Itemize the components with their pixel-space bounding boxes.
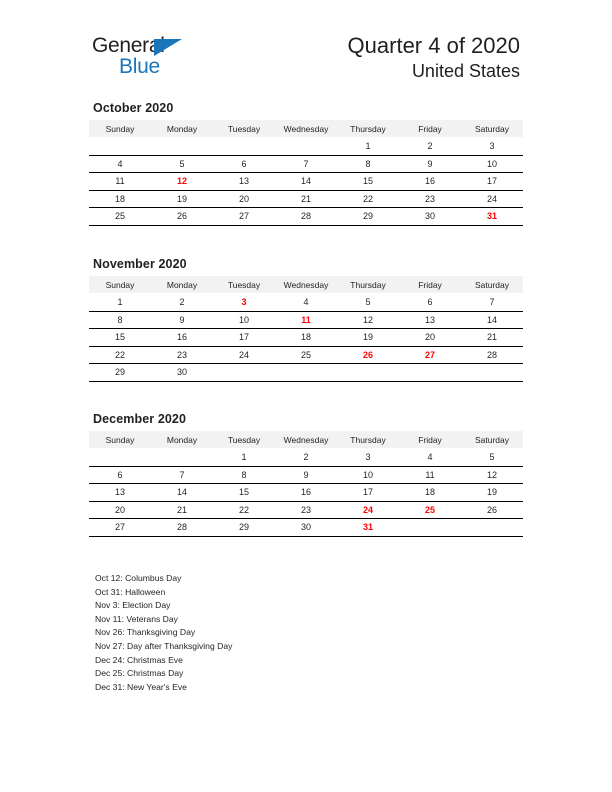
calendar-day[interactable]: 8 xyxy=(337,155,399,173)
weekday-header-wednesday: Wednesday xyxy=(275,431,337,448)
weekday-header-tuesday: Tuesday xyxy=(213,276,275,293)
calendar-day[interactable]: 5 xyxy=(151,155,213,173)
weekday-header-friday: Friday xyxy=(399,276,461,293)
calendar-day-empty xyxy=(89,137,151,155)
calendar-day[interactable]: 17 xyxy=(337,484,399,502)
calendar-day[interactable]: 21 xyxy=(461,329,523,347)
month-title: November 2020 xyxy=(93,257,187,271)
calendar-day[interactable]: 27 xyxy=(89,519,151,537)
calendar-day-empty xyxy=(213,364,275,382)
calendar-day[interactable]: 6 xyxy=(89,466,151,484)
calendar-day[interactable]: 29 xyxy=(213,519,275,537)
weekday-header-thursday: Thursday xyxy=(337,120,399,137)
calendar-day[interactable]: 10 xyxy=(213,311,275,329)
calendar-day[interactable]: 26 xyxy=(151,208,213,226)
weekday-header-monday: Monday xyxy=(151,120,213,137)
calendar-day[interactable]: 18 xyxy=(275,329,337,347)
calendar-day[interactable]: 8 xyxy=(89,311,151,329)
weekday-header-wednesday: Wednesday xyxy=(275,120,337,137)
calendar-day[interactable]: 2 xyxy=(399,137,461,155)
weekday-header-friday: Friday xyxy=(399,120,461,137)
calendar-day[interactable]: 1 xyxy=(89,293,151,311)
holiday-legend-item: Oct 31: Halloween xyxy=(95,586,166,597)
calendar-day[interactable]: 13 xyxy=(89,484,151,502)
month-block-october xyxy=(89,101,523,226)
calendar-day-holiday[interactable]: 31 xyxy=(461,208,523,226)
calendar-day[interactable]: 1 xyxy=(213,448,275,466)
weekday-header-thursday: Thursday xyxy=(337,276,399,293)
calendar-day[interactable]: 4 xyxy=(399,448,461,466)
calendar-day[interactable]: 26 xyxy=(461,501,523,519)
calendar-day[interactable]: 15 xyxy=(213,484,275,502)
weekday-header-thursday: Thursday xyxy=(337,431,399,448)
calendar-day[interactable]: 21 xyxy=(151,501,213,519)
calendar-day[interactable]: 4 xyxy=(275,293,337,311)
calendar-week-row xyxy=(89,484,523,502)
calendar-day[interactable]: 22 xyxy=(213,501,275,519)
calendar-day-empty xyxy=(461,364,523,382)
calendar-day[interactable]: 19 xyxy=(151,190,213,208)
weekday-header-wednesday: Wednesday xyxy=(275,276,337,293)
calendar-day-holiday[interactable]: 26 xyxy=(337,346,399,364)
calendar-day-empty xyxy=(399,519,461,537)
calendar-day[interactable]: 28 xyxy=(275,208,337,226)
calendar-day[interactable]: 6 xyxy=(399,293,461,311)
calendar-day[interactable]: 12 xyxy=(461,466,523,484)
holiday-legend-item: Nov 26: Thanksgiving Day xyxy=(95,627,196,638)
calendar-day-empty xyxy=(461,519,523,537)
calendar-day[interactable]: 7 xyxy=(275,155,337,173)
calendar-day[interactable]: 22 xyxy=(337,190,399,208)
holiday-legend-item: Nov 3: Election Day xyxy=(95,600,171,611)
calendar-day[interactable]: 30 xyxy=(275,519,337,537)
brand-name-general: General xyxy=(92,34,165,57)
calendar-day[interactable]: 20 xyxy=(89,501,151,519)
calendar-day[interactable]: 11 xyxy=(399,466,461,484)
calendar-day[interactable]: 22 xyxy=(89,346,151,364)
calendar-day-empty xyxy=(399,364,461,382)
calendar-day[interactable]: 3 xyxy=(461,137,523,155)
calendar-day[interactable]: 24 xyxy=(461,190,523,208)
weekday-header-row xyxy=(89,276,523,293)
month-block-december xyxy=(89,412,523,537)
calendar-day[interactable]: 25 xyxy=(275,346,337,364)
calendar-day-empty xyxy=(151,448,213,466)
calendar-day[interactable]: 20 xyxy=(213,190,275,208)
calendar-day[interactable]: 14 xyxy=(151,484,213,502)
calendar-day-empty xyxy=(89,448,151,466)
weekday-header-row xyxy=(89,431,523,448)
weekday-header-tuesday: Tuesday xyxy=(213,431,275,448)
calendar-day-empty xyxy=(275,364,337,382)
calendar-day[interactable]: 17 xyxy=(213,329,275,347)
calendar-table xyxy=(89,431,523,537)
holiday-legend-item: Nov 27: Day after Thanksgiving Day xyxy=(95,640,233,651)
calendar-day[interactable]: 4 xyxy=(89,155,151,173)
calendar-table xyxy=(89,276,523,382)
calendar-day-empty xyxy=(213,137,275,155)
weekday-header-friday: Friday xyxy=(399,431,461,448)
calendar-week-row xyxy=(89,137,523,155)
brand-logo xyxy=(92,34,202,82)
calendar-day[interactable]: 24 xyxy=(213,346,275,364)
calendar-day[interactable]: 19 xyxy=(337,329,399,347)
calendar-day[interactable]: 11 xyxy=(89,173,151,191)
calendar-day[interactable]: 15 xyxy=(337,173,399,191)
calendar-day[interactable]: 18 xyxy=(399,484,461,502)
calendar-day-holiday[interactable]: 12 xyxy=(151,173,213,191)
calendar-week-row xyxy=(89,466,523,484)
calendar-day[interactable]: 23 xyxy=(151,346,213,364)
calendar-day[interactable]: 3 xyxy=(337,448,399,466)
calendar-day[interactable]: 17 xyxy=(461,173,523,191)
calendar-day[interactable]: 16 xyxy=(151,329,213,347)
calendar-week-row xyxy=(89,293,523,311)
calendar-day[interactable]: 5 xyxy=(337,293,399,311)
calendar-day[interactable]: 9 xyxy=(275,466,337,484)
weekday-header-sunday: Sunday xyxy=(89,120,151,137)
holiday-legend-item: Dec 31: New Year's Eve xyxy=(95,681,187,692)
calendar-day[interactable]: 10 xyxy=(461,155,523,173)
weekday-header-sunday: Sunday xyxy=(89,431,151,448)
weekday-header-sunday: Sunday xyxy=(89,276,151,293)
calendar-body xyxy=(89,448,523,536)
calendar-day[interactable]: 14 xyxy=(275,173,337,191)
weekday-header-tuesday: Tuesday xyxy=(213,120,275,137)
calendar-week-row xyxy=(89,190,523,208)
page-title-block xyxy=(348,32,520,83)
weekday-header-saturday: Saturday xyxy=(461,276,523,293)
calendar-day[interactable]: 7 xyxy=(461,293,523,311)
calendar-day-holiday[interactable]: 27 xyxy=(399,346,461,364)
calendar-week-row xyxy=(89,519,523,537)
calendar-day-holiday[interactable]: 3 xyxy=(213,293,275,311)
calendar-day[interactable]: 20 xyxy=(399,329,461,347)
weekday-header-row xyxy=(89,120,523,137)
calendar-day[interactable]: 23 xyxy=(399,190,461,208)
calendar-day-empty xyxy=(337,364,399,382)
calendar-day[interactable]: 2 xyxy=(275,448,337,466)
calendar-table xyxy=(89,120,523,226)
holiday-legend-list xyxy=(95,572,515,694)
calendar-week-row xyxy=(89,501,523,519)
month-title: October 2020 xyxy=(93,101,174,115)
calendar-week-row xyxy=(89,346,523,364)
page-header xyxy=(0,0,612,96)
calendar-day[interactable]: 13 xyxy=(399,311,461,329)
calendar-day-empty xyxy=(275,137,337,155)
month-title: December 2020 xyxy=(93,412,187,426)
calendar-day-holiday[interactable]: 31 xyxy=(337,519,399,537)
weekday-header-monday: Monday xyxy=(151,431,213,448)
calendar-day-empty xyxy=(151,137,213,155)
calendar-week-row xyxy=(89,155,523,173)
calendar-day-holiday[interactable]: 25 xyxy=(399,501,461,519)
calendar-day[interactable]: 27 xyxy=(213,208,275,226)
calendar-day[interactable]: 14 xyxy=(461,311,523,329)
page-title: Quarter 4 of 2020 xyxy=(347,33,520,58)
holiday-legend-item: Dec 24: Christmas Eve xyxy=(95,654,183,665)
calendar-week-row xyxy=(89,311,523,329)
calendar-day[interactable]: 12 xyxy=(337,311,399,329)
calendar-day-holiday[interactable]: 24 xyxy=(337,501,399,519)
triangle-icon xyxy=(154,39,182,56)
calendar-day[interactable]: 15 xyxy=(89,329,151,347)
calendar-body xyxy=(89,293,523,381)
page-subtitle: United States xyxy=(411,61,520,81)
calendar-day[interactable]: 9 xyxy=(399,155,461,173)
holiday-legend-item: Oct 12: Columbus Day xyxy=(95,573,182,583)
weekday-header-saturday: Saturday xyxy=(461,120,523,137)
calendar-week-row xyxy=(89,329,523,347)
calendar-day[interactable]: 2 xyxy=(151,293,213,311)
calendar-day[interactable]: 13 xyxy=(213,173,275,191)
calendar-day[interactable]: 9 xyxy=(151,311,213,329)
calendar-day[interactable]: 5 xyxy=(461,448,523,466)
calendar-day[interactable]: 10 xyxy=(337,466,399,484)
calendar-day[interactable]: 29 xyxy=(337,208,399,226)
calendar-day[interactable]: 21 xyxy=(275,190,337,208)
calendar-week-row xyxy=(89,173,523,191)
calendar-day-holiday[interactable]: 11 xyxy=(275,311,337,329)
weekday-header-monday: Monday xyxy=(151,276,213,293)
calendar-day[interactable]: 7 xyxy=(151,466,213,484)
calendar-day[interactable]: 18 xyxy=(89,190,151,208)
calendar-day[interactable]: 23 xyxy=(275,501,337,519)
calendar-day[interactable]: 30 xyxy=(151,364,213,382)
calendar-week-row xyxy=(89,364,523,382)
brand-name-blue: Blue xyxy=(119,55,160,78)
calendar-week-row xyxy=(89,208,523,226)
calendar-day[interactable]: 29 xyxy=(89,364,151,382)
calendar-day[interactable]: 16 xyxy=(275,484,337,502)
calendar-day[interactable]: 16 xyxy=(399,173,461,191)
calendar-day[interactable]: 30 xyxy=(399,208,461,226)
holiday-legend-item: Dec 25: Christmas Day xyxy=(95,668,184,679)
holiday-legend-item: Nov 11: Veterans Day xyxy=(95,613,178,624)
calendar-week-row xyxy=(89,448,523,466)
calendar-day[interactable]: 19 xyxy=(461,484,523,502)
month-block-november xyxy=(89,257,523,382)
calendar-day[interactable]: 6 xyxy=(213,155,275,173)
calendar-day[interactable]: 8 xyxy=(213,466,275,484)
calendar-day[interactable]: 25 xyxy=(89,208,151,226)
calendar-body xyxy=(89,137,523,225)
calendar-day[interactable]: 28 xyxy=(461,346,523,364)
weekday-header-saturday: Saturday xyxy=(461,431,523,448)
calendar-day[interactable]: 28 xyxy=(151,519,213,537)
calendar-day[interactable]: 1 xyxy=(337,137,399,155)
